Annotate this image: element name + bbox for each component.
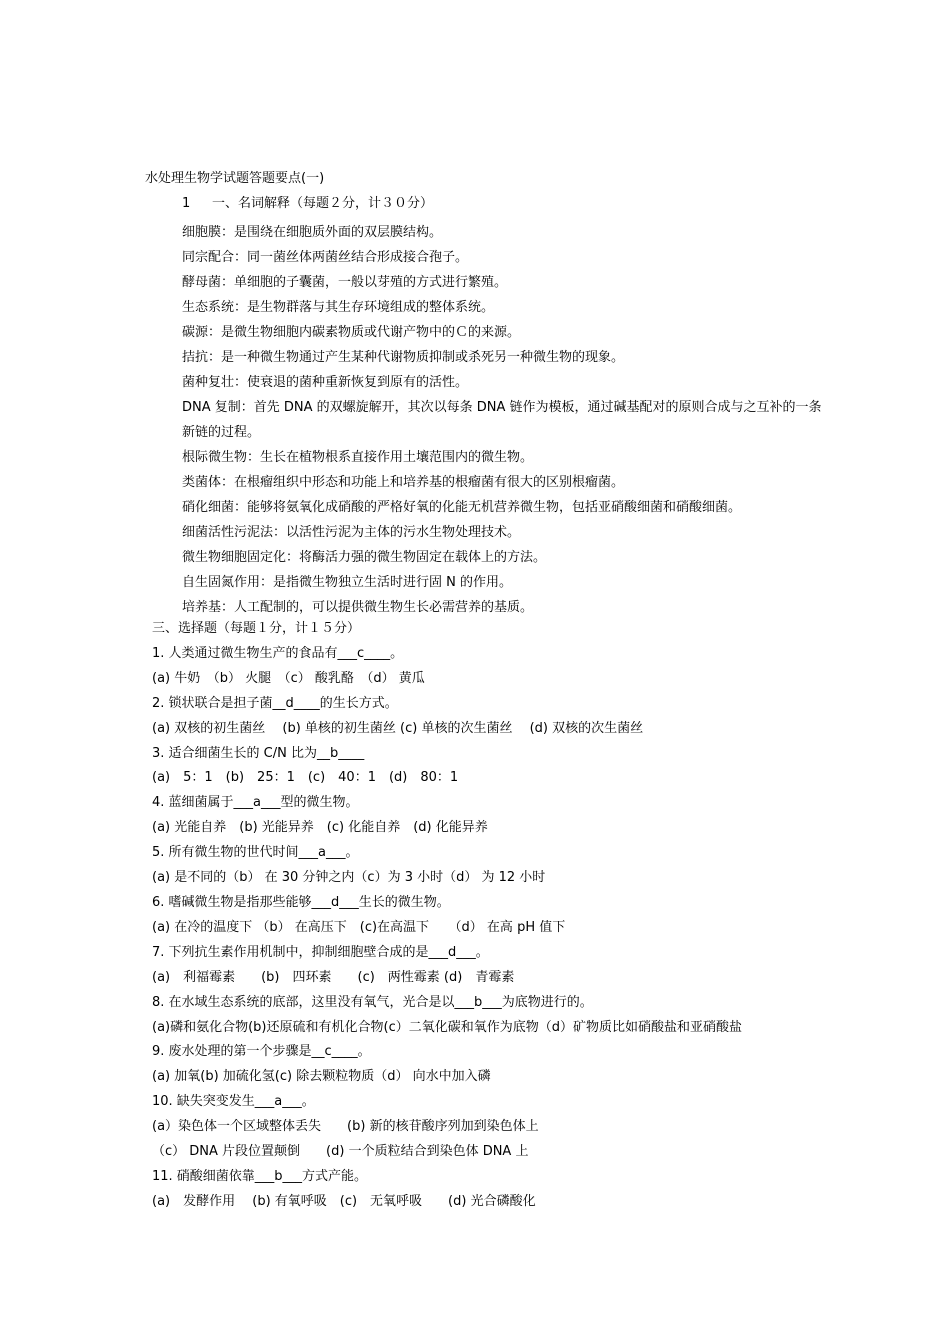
answer-options-line: (a) 加氧(b) 加硫化氢(c) 除去颗粒物质（d） 向水中加入磷 <box>152 1069 491 1085</box>
question-line: 11. 硝酸细菌依靠___b___方式产能。 <box>152 1168 368 1184</box>
answer-options-line: (a) 牛奶 （b） 火腿 （c） 酸乳酪 （d） 黄瓜 <box>152 670 425 686</box>
term-definition: 根际微生物：生长在植物根系直接作用土壤范围内的微生物。 <box>182 450 534 465</box>
answer-options-line: (a) 是不同的（b） 在 30 分钟之内（c）为 3 小时（d） 为 12 小时 <box>152 870 546 886</box>
question-line: 10. 缺失突变发生___a___。 <box>152 1094 315 1110</box>
term-definition: DNA 复制：首先 DNA 的双螺旋解开，其次以每条 DNA 链作为模板，通过碱基配对的原则合成与之互补的一条新链的过程。 <box>182 400 822 440</box>
term-definition: 碳源：是微生物细胞内碳素物质或代谢产物中的Ｃ的来源。 <box>182 325 521 340</box>
section-1-heading: 一、名词解释（每题２分，计３０分） <box>212 196 434 211</box>
question-line: 8. 在水域生态系统的底部，这里没有氧气，光合是以___b___为底物进行的。 <box>152 994 593 1010</box>
answer-options-line: (a)磷和氨化合物(b)还原硫和有机化合物(c）二氧化碳和氧作为底物（d）矿物质比如硝酸盐和亚硝酸盐 <box>152 1019 742 1035</box>
question-line: 5. 所有微生物的世代时间___a___。 <box>152 845 359 861</box>
multiple-choice-section <box>152 617 832 1215</box>
term-definition: 微生物细胞固定化：将酶活力强的微生物固定在载体上的方法。 <box>182 550 547 565</box>
term-definition: 细胞膜：是围绕在细胞质外面的双层膜结构。 <box>182 225 443 240</box>
document-title: 水处理生物学试题答题要点(一) <box>145 171 325 186</box>
answer-options-line: （c） DNA 片段位置颠倒 (d) 一个质粒结合到染色体 DNA 上 <box>152 1144 529 1160</box>
section-3-heading: 三、选择题（每题１分，计１５分） <box>152 621 361 636</box>
term-definition: 生态系统：是生物群落与其生存环境组成的整体系统。 <box>182 300 495 315</box>
term-definition: 细菌活性污泥法：以活性污泥为主体的污水生物处理技术。 <box>182 525 521 540</box>
answer-options-line: (a) 发酵作用 (b) 有氧呼吸 (c) 无氧呼吸 (d) 光合磷酸化 <box>152 1193 536 1209</box>
question-line: 4. 蓝细菌属于___a___型的微生物。 <box>152 795 359 811</box>
answer-options-line: (a) 利福霉素 (b) 四环素 (c) 两性霉素 (d) 青霉素 <box>152 969 515 985</box>
term-definition: 自生固氮作用：是指微生物独立生活时进行固 N 的作用。 <box>182 575 512 590</box>
term-definitions-list <box>182 220 822 620</box>
question-line: 1. 人类通过微生物生产的食品有___c____。 <box>152 645 404 661</box>
section-1-header <box>182 195 433 213</box>
question-line: 7. 下列抗生素作用机制中，抑制细胞壁合成的是___d___。 <box>152 944 489 960</box>
answer-options-line: (a) 在冷的温度下 （b） 在高压下 (c)在高温下 （d） 在高 pH 值下 <box>152 919 566 935</box>
section-1-number: 1 <box>182 196 191 211</box>
term-definition: 培养基：人工配制的，可以提供微生物生长必需营养的基质。 <box>182 600 534 615</box>
term-definition: 菌种复壮：使衰退的菌种重新恢复到原有的活性。 <box>182 375 469 390</box>
question-line: 2. 锁状联合是担子菌__d____的生长方式。 <box>152 695 398 711</box>
answer-options-line: (a）染色体一个区域整体丢失 (b) 新的核苷酸序列加到染色体上 <box>152 1119 539 1135</box>
term-definition: 类菌体：在根瘤组织中形态和功能上和培养基的根瘤菌有很大的区别根瘤菌。 <box>182 475 625 490</box>
question-line: 6. 嗜碱微生物是指那些能够___d___生长的微生物。 <box>152 894 450 910</box>
answer-options-line: (a) 光能自养 (b) 光能异养 (c) 化能自养 (d) 化能异养 <box>152 820 488 836</box>
term-definition: 同宗配合：同一菌丝体两菌丝结合形成接合孢子。 <box>182 250 469 265</box>
term-definition: 拮抗：是一种微生物通过产生某种代谢物质抑制或杀死另一种微生物的现象。 <box>182 350 625 365</box>
term-definition: 硝化细菌：能够将氨氧化成硝酸的严格好氧的化能无机营养微生物，包括亚硝酸细菌和硝酸细菌。 <box>182 500 742 515</box>
answer-options-line: (a) 5：1 (b) 25：1 (c) 40：1 (d) 80：1 <box>152 770 459 786</box>
answer-options-line: (a) 双核的初生菌丝 (b) 单核的初生菌丝 (c) 单核的次生菌丝 (d) 双核的次生菌丝 <box>152 720 644 736</box>
term-definition: 酵母菌：单细胞的子囊菌，一般以芽殖的方式进行繁殖。 <box>182 275 508 290</box>
question-line: 3. 适合细菌生长的 C/N 比为__b____ <box>152 745 365 761</box>
question-line: 9. 废水处理的第一个步骤是__c____。 <box>152 1044 371 1060</box>
